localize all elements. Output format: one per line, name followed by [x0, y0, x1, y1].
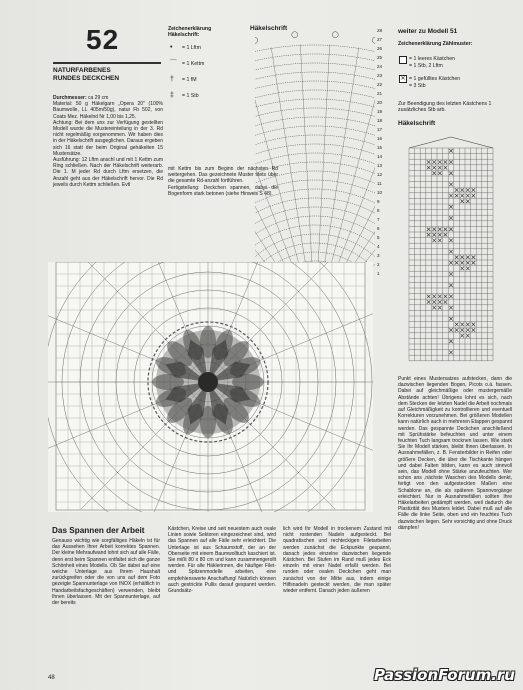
row-number: 4 [377, 244, 380, 249]
diameter-label: Durchmesser: [53, 95, 87, 101]
model-number: 52 [86, 24, 120, 55]
legend-symbol: • [170, 44, 173, 51]
row-number: 14 [377, 154, 383, 159]
row-number: 19 [377, 109, 383, 114]
row-number: 11 [377, 181, 382, 186]
legend-symbol: † [170, 76, 174, 83]
row-number: 15 [377, 145, 383, 150]
model51-note: Zur Beendigung des letzten Kästchens 1 zusätzliches Stb arb. [398, 101, 492, 114]
empty-box-icon [399, 56, 407, 64]
legend-title: Zeichenerklärung Häkelschrift: [168, 26, 212, 39]
model-title-line2: RUNDES DECKCHEN [53, 75, 120, 82]
row-number: 12 [377, 172, 383, 177]
model51-item1-sub: = 1 Stb, 2 Lftm [409, 63, 443, 69]
section-col1-text: Genauso wichtig wie sorgfältiges Häkeln ist für das Aussehen Ihrer Arbeit korrektes Spannen. Der kleine Mehraufwand lohnt sich auf alle Fälle, denn erst beim Spannen entfaltet sich die ganze Schönheit eines Modells. Ob Sie dabei auf eine weiche Unterlage aus Ihrem Haushalt zurückgreifen oder die von uns auf dem Foto gezeigte Spannunterlage von INOX (erhältlich in Handarbeitsfachgeschäften) verwenden, bleibt Ihnen überlassen. Mit der Spannunterlage, auf der bereits [52, 538, 160, 607]
row-number: 17 [377, 127, 383, 132]
row-number: 6 [377, 226, 380, 231]
execution-text: Ausführung: 12 Lftm anschl und mit 1 Kettm zum Ring schließen. Nach der Häkelschrift weiterarb. Die 1. M jeder Rd durch Lftm ersetzen, die Anzahl geht aus der Häkelschrift hervor. Die Rd jeweils durch Kettm schließen. Evtl [53, 157, 163, 188]
row-number: 2 [377, 262, 380, 267]
legend-symbol: ⌒ [170, 60, 177, 67]
row-number: 26 [377, 46, 383, 51]
row-number: 28 [377, 28, 383, 33]
row-number: 7 [377, 217, 380, 222]
right-text: Punkt eines Mustersatzes aufstecken, dann die dazwischen liegenden Bogen, Picots o.ä. fassen. Dabei auf gleichmäßige oder mustergemäße Abstände achten! Übrigens lohnt es sich, nach dem Stecken der letzten Nadel die Arbeit nochmals auf Gleichmäßigkeit zu kontrollieren und eventuell Korrekturen vorzunehmen. Bei größeren Modellen kann natürlich auch in mehreren Etappen gespannt werden. Das gespannte Deckchen anschließend mit Sprühstärke befeuchten und unter einem feuchten Tuch langsam trocknen lassen. Wie stark Sie Ihr Modell stärken, bleibt Ihnen überlassen. In Ausnahmefällen, z. B. Fensterbilder in Reifen oder größere Decken, die über die Tischkante hängen und dabei Falten bilden, kann es auch sinnvoll sein, das Modell ohne Stärke anzufeuchten. Wer schon ans ‚nächste Waschen des Modells denkt, fertigt von den aufgesteckten Maßen eine Schablone an, die als späteren Spannvorgänge erleichtert. Nur in Ausnahmefällen sollten Ihre Häkelarbeiten gedämpft werden, weil dadurch die Plastizität des Musters leidet. Dabei muß auf alle Fälle die linke Seite, oben und ein feuchtes Tuch dazwischen liegen. Sehr vorsichtig und ohne Druck dämpfen! [398, 376, 512, 531]
legend-label: = 1 Stb [182, 93, 199, 99]
page-number: 48 [48, 675, 55, 681]
model-title-line1: NATURFARBENES [53, 67, 111, 74]
model51-chart-title: Häkelschrift [398, 120, 436, 127]
row-number: 22 [377, 82, 383, 87]
chart-title-left: Häkelschrift [250, 25, 288, 32]
model51-item2: = 1 gefülltes Kästchen [409, 76, 461, 82]
model-details-text [53, 95, 163, 188]
filet-chart [408, 136, 494, 386]
section-col1 [52, 538, 160, 606]
model51-item1: = 1 leeres Kästchen [409, 56, 455, 62]
material-text: Material: 50 g Häkelgarn „Opera 20" (100% Baumwolle, LL 405m/50g), natur Fb 502, von Coats Mez. Häkelnd Nr 1,00 bis 1,25. [53, 101, 163, 120]
section-col2 [168, 526, 276, 594]
legend-label: = 1 fM [182, 77, 197, 83]
attention-text: Achtung: Bei dem uns zur Verfügung gestellten Modell wurde die Mustereinteilung in der 3. Rd nicht regelmäßig vorgenommen. Wir haben dies in der Häkelschrift ausgeglichen. Daraus ergeben sich 16 statt der beim Original gehäkelten 15 Mustersätze. [53, 119, 163, 157]
legend-label: = 1 Kettm [182, 61, 205, 67]
blocking-board-photo [48, 262, 373, 512]
header-rule [53, 62, 161, 64]
row-number: 8 [377, 208, 380, 213]
filled-box-icon [399, 75, 407, 83]
row-number: 1 [377, 271, 380, 276]
row-number: 25 [377, 55, 383, 60]
filled-box-mark: ✕ [400, 76, 406, 82]
right-text-column [398, 376, 512, 531]
section-col3-text: lich wird Ihr Modell in trockenem Zustand mit nicht rostenden Nadeln aufgesteckt. Bei quadratischen und rechteckigen Filetarbeiten werden zunächst die Eckpunkte gespannt, danach jedes einzelne dazwischen liegende Kästchen. Bei Stufen im Rand muß jedes Eck einzeln mit einer Nadel erfaßt werden. Bei runden oder ovalen Deckchen geht man zunächst von der Mitte aus, indem einige Hilfsnadeln gesteckt werden, die man später wieder entfernt. Danach jeden äußeren [283, 526, 391, 595]
row-number: 5 [377, 235, 380, 240]
legend-symbol: ‡ [170, 92, 174, 99]
row-number: 20 [377, 100, 383, 105]
row-number: 10 [377, 190, 383, 195]
section-heading: Das Spannen der Arbeit [52, 526, 145, 535]
model51-title: weiter zu Modell 51 [398, 28, 458, 35]
row-number: 9 [377, 199, 380, 204]
model51-item2-sub: = 3 Stb [409, 83, 426, 89]
row-number: 16 [377, 136, 383, 141]
row-number: 13 [377, 163, 383, 168]
row-number: 27 [377, 37, 383, 42]
watermark-text: PassionForum.ru [373, 666, 515, 684]
row-number: 21 [377, 91, 383, 96]
diameter-value: ca 29 cm [88, 95, 109, 101]
continued-paragraph: mit Kettm bis zum Beginn der nächsten Rd weitergehen. Das gezeichnete Muster stets über die gesamte Rd-anzahl fortführen. [168, 166, 278, 185]
section-col2-text: Kästchen, Kreise und seit neuestem auch ovale Linien sowie Sektoren eingezeichnet sind, wird das Spannen auf alle Fälle sehr erleichtert. Die Unterlage ist aus Schaumstoff, der an der Oberseite mit einem Baumwolltuch kaschiert ist. Sie mißt 80 x 80 cm und kann zusammengerollt werden. Für alle Häklerinnen, die häufiger Filet- und Spitzenmodelle arbeiten, eine empfehlenswerte Anschaffung! Natürlich können auch gestrickte Pullis darauf gespannt werden. Grundsätz- [168, 526, 276, 595]
row-number: 3 [377, 253, 380, 258]
legend-label: = 1 Lftm [182, 45, 201, 51]
finishing-text: Fertigstellung: Deckchen spannen, dabei die Bogenform stark betonen (siehe Hinweis S 48). [168, 184, 278, 197]
model51-legend-title: Zeichenerklärung Zählmuster: [398, 41, 473, 47]
row-number: 23 [377, 73, 383, 78]
section-col3 [283, 526, 391, 594]
row-number: 18 [377, 118, 383, 123]
row-number: 24 [377, 64, 383, 69]
